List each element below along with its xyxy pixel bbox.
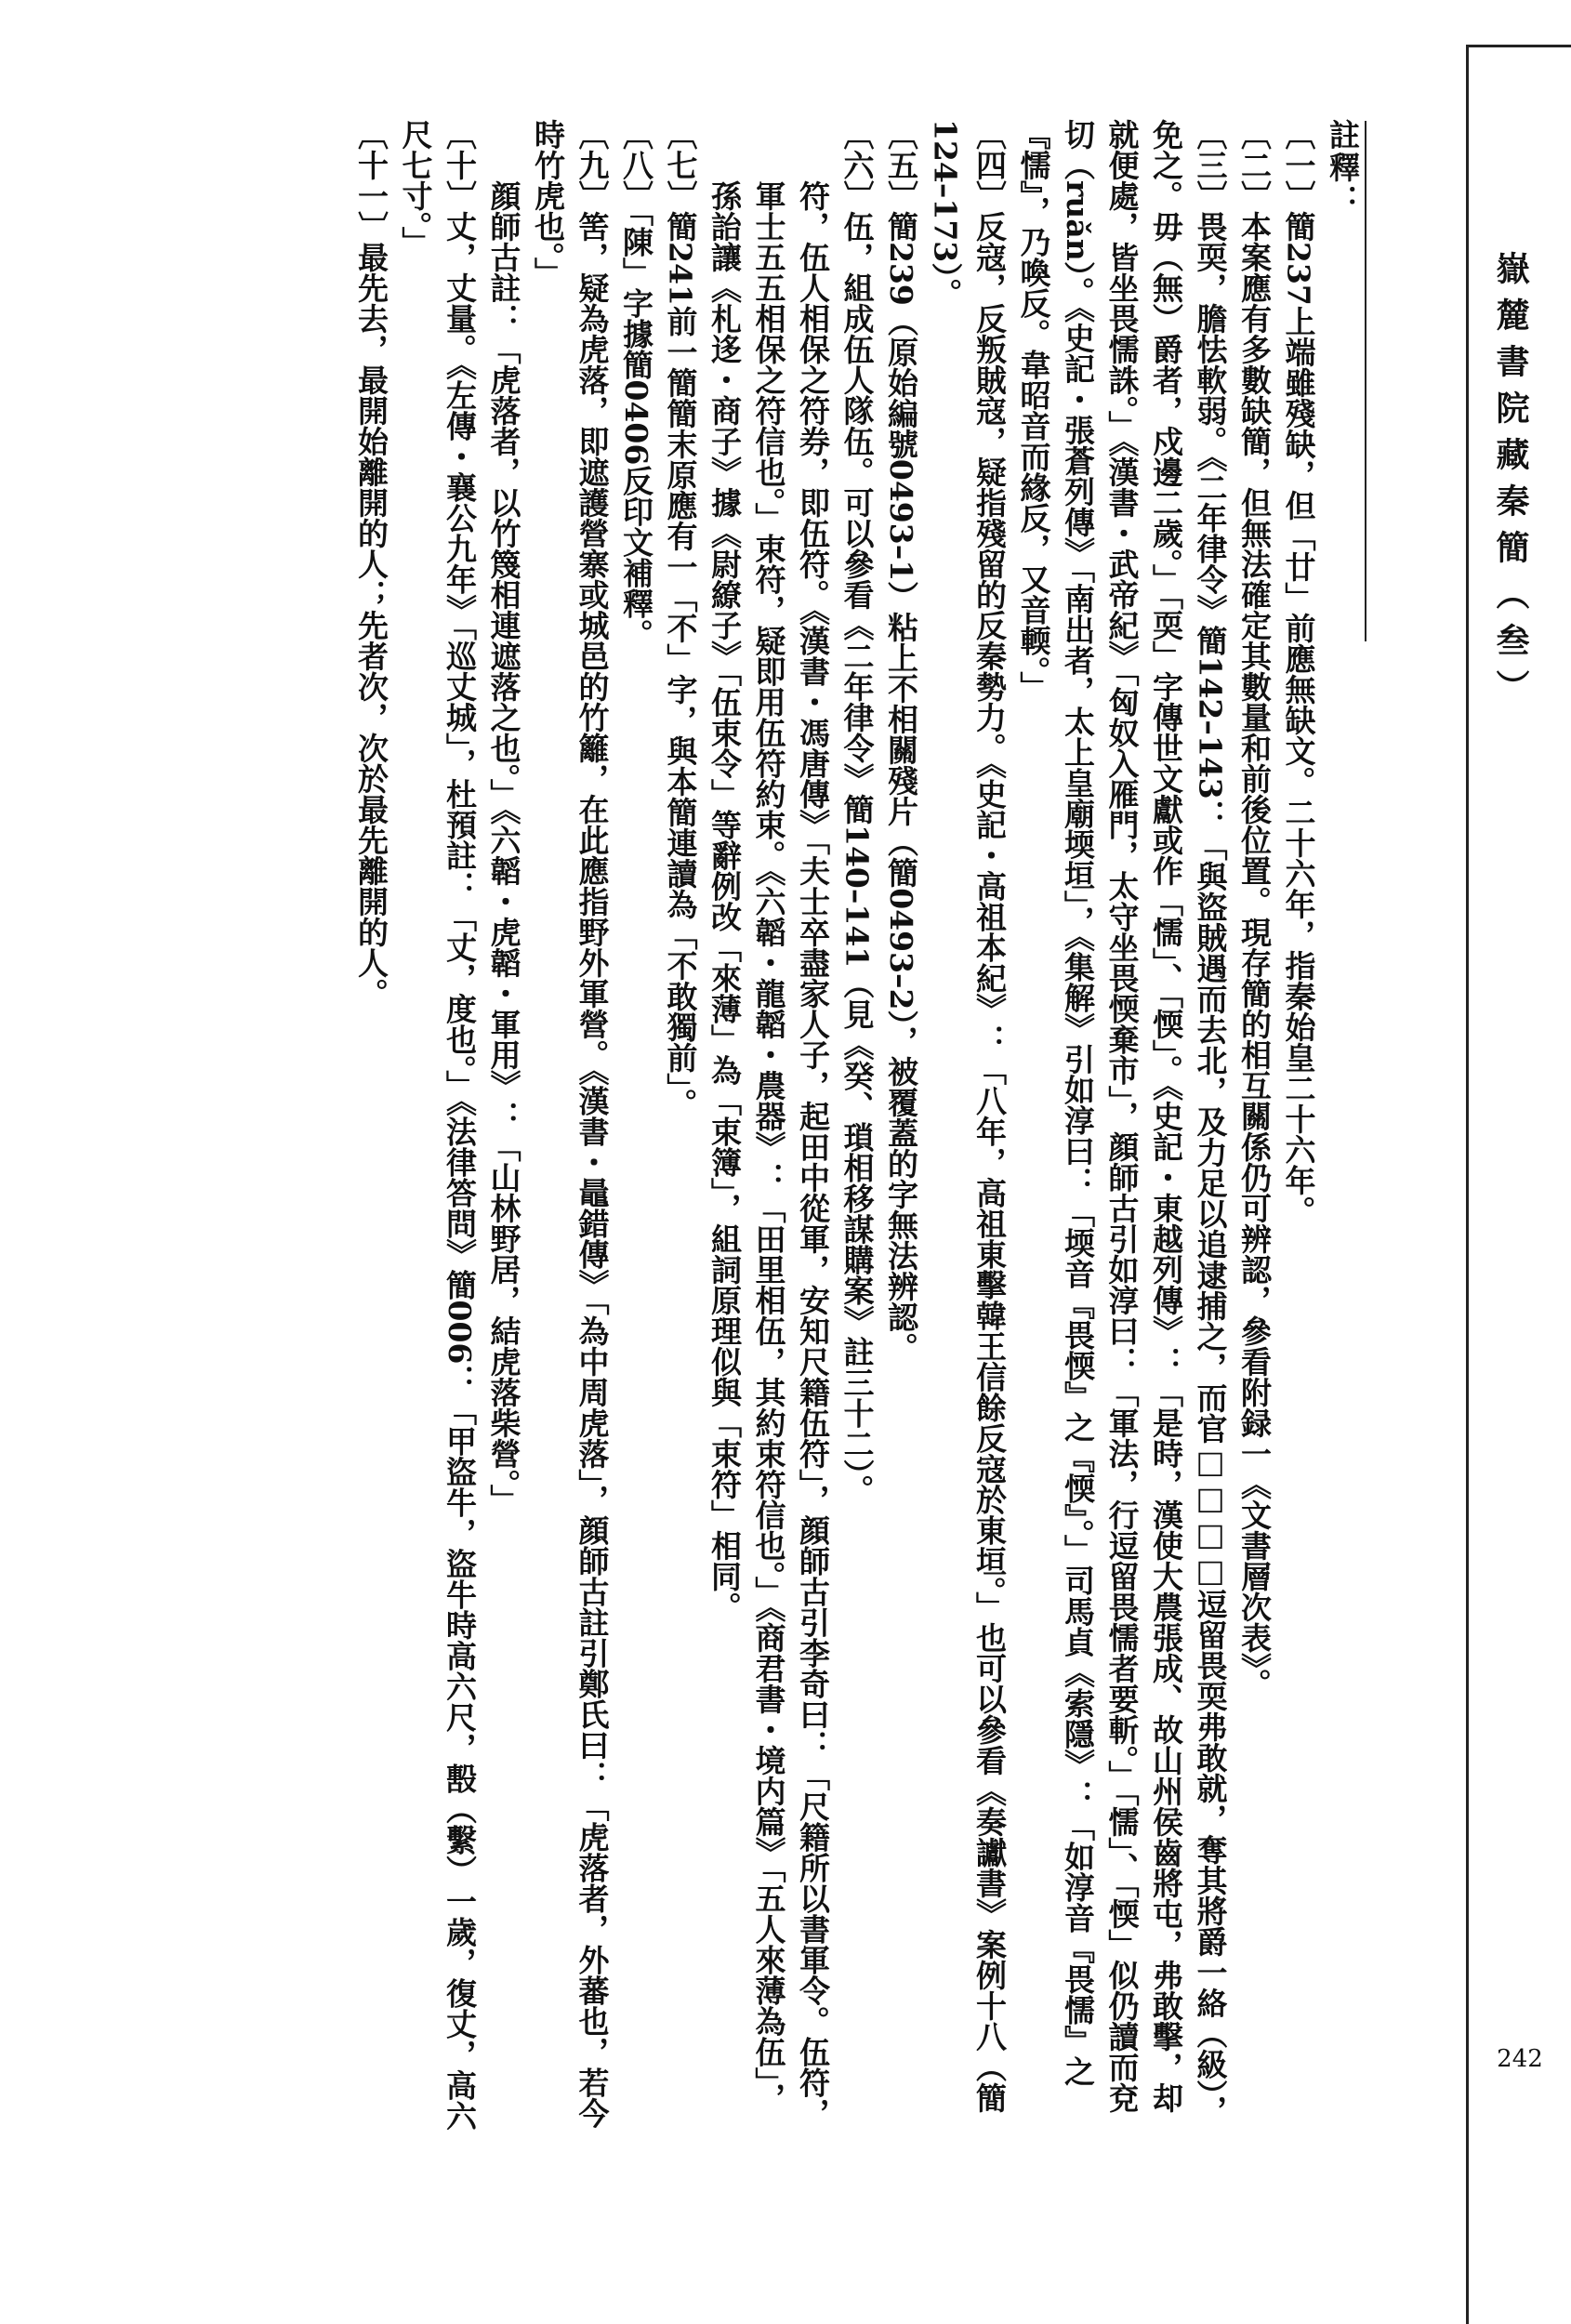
note-text: 反寇，反叛賊寇，疑指殘留的反秦勢力。《史記・高祖本紀》：「八年，高祖東擊韓王信餘反寇於東垣。」也可以參看《奏讞書》案例十八（簡124–173）。 [927, 119, 1008, 2113]
notes-heading-rule [1365, 121, 1366, 641]
note-number: 〔三〕 [1192, 119, 1229, 211]
note-9 [526, 119, 614, 2136]
book-title: 嶽麓書院藏秦簡（叁） [1491, 251, 1530, 716]
note-8 [614, 119, 659, 2136]
note-10 [393, 119, 482, 2136]
note-number: 〔五〕 [883, 119, 919, 211]
note-text: 本案應有多數缺簡，但無法確定其數量和前後位置。現存簡的相互關係仍可辨認，參看附録一《文書層次表》。 [1236, 211, 1273, 1699]
note-number: 〔四〕 [971, 119, 1008, 211]
note-3 [1011, 119, 1233, 2136]
notes-heading: 註釋： [1325, 119, 1361, 217]
header-frame-side-rule [1466, 45, 1469, 2324]
note-number: 〔九〕 [574, 119, 611, 211]
note-9-continuation: 顔師古註：「虎落者，以竹篾相連遮落之也。」《六韜・虎韜・軍用》：「山林野居，結虎落柴營。」 [485, 180, 522, 1515]
note-2 [1233, 119, 1277, 2136]
note-text: 筈，疑為虎落，即遮護營寨或城邑的竹籬，在此應指野外軍營。《漢書・鼂錯傳》「為中周虎落」，顔師古註引鄭氏曰：「虎落者，外蕃也，若今時竹虎也。」 [530, 119, 611, 2129]
page-number: 242 [1497, 2045, 1543, 2073]
note-5 [879, 119, 924, 2136]
note-11 [350, 119, 394, 2136]
note-1 [1276, 119, 1321, 2136]
note-number: 〔二〕 [1236, 119, 1273, 211]
note-number: 〔六〕 [838, 119, 876, 211]
note-number: 〔一〕 [1280, 119, 1317, 211]
note-number: 〔十一〕 [353, 119, 389, 242]
notes-body [350, 119, 1366, 2136]
note-text: 簡241前一簡簡末原應有一「不」字，與本簡連讀為「不敢獨前」。 [662, 211, 699, 1119]
note-text: 「陳」字據簡0406反印文補釋。 [618, 211, 654, 650]
note-4 [923, 119, 1011, 2136]
note-number: 〔七〕 [662, 119, 699, 211]
note-text: 畏耎，膽怯軟弱。《二年律令》簡142–143：「與盜賊遇而去北，及力足以追逮捕之，而官□□□□逗留畏耎弗敢就，奪其將爵一絡（級），免之。毋（無）爵者，戍邊二歲。」「耎」字傳世文獻或作「懦」、「愞」。《史記・東越列傳》：「是時，漢使大農張成、故山州侯齒將屯，弗敢擊，却就便處，皆坐畏懦誅。」《漢書・武帝紀》「匈奴入雁門，太守坐畏愞棄市」，顔師古引如淳曰：「軍法，行逗留畏懦者要斬。」「懦」、「愞」似仍讀而兗切（ruǎn）。《史記・張蒼列傳》「南出者，太上皇廟堧垣」，《集解》引如淳曰：「堧音『畏愞』之『愞』。」司馬貞《索隱》：「如淳音『畏懦』之『懦』，乃喚反。韋昭音而緣反，又音輭。」 [1015, 119, 1229, 2126]
note-number: 〔八〕 [618, 119, 654, 211]
note-text: 丈，丈量。《左傳・襄公九年》「巡丈城」，杜預註：「丈，度也。」《法律答問》簡006：「甲盜牛，盜牛時高六尺，毄（繫）一歲，復丈，高六尺七寸。」 [397, 119, 478, 2132]
note-7 [658, 119, 703, 2136]
note-text: 最先去，最開始離開的人；先者次，次於最先離開的人。 [353, 242, 389, 1009]
note-6-continuation: 符，伍人相保之符券，即伍符。《漢書・馮唐傳》「夫士卒盡家人子，起田中從軍，安知尺籍伍符」，顔師古引李奇曰：「尺籍所以書軍令。伍符，軍士五五相保之符信也。」束符，疑即用伍符約束。《六韜・龍韜・農器》：「田里相伍，其約束符信也。」《商君書・境内篇》「五人來薄為伍」，孫詒讓《札迻・商子》據《尉繚子》「伍束令」等辭例改「來薄」為「束簿」，組詞原理似與「束符」相同。 [706, 180, 831, 2129]
note-number: 〔十〕 [442, 119, 478, 211]
note-6 [835, 119, 879, 2136]
note-text: 伍，組成伍人隊伍。可以參看《二年律令》簡140–141（見《癸、瑣相移謀購案》註三十二）。 [838, 211, 876, 1505]
header-frame-top-rule [1466, 45, 1571, 47]
note-text: 簡237上端雖殘缺，但「廿」前應無缺文。二十六年，指秦始皇二十六年。 [1280, 211, 1317, 1226]
note-text: 簡239（原始編號0493–1）粘上不相關殘片（簡0493–2），被覆蓋的字無法辨認。 [883, 211, 919, 1363]
